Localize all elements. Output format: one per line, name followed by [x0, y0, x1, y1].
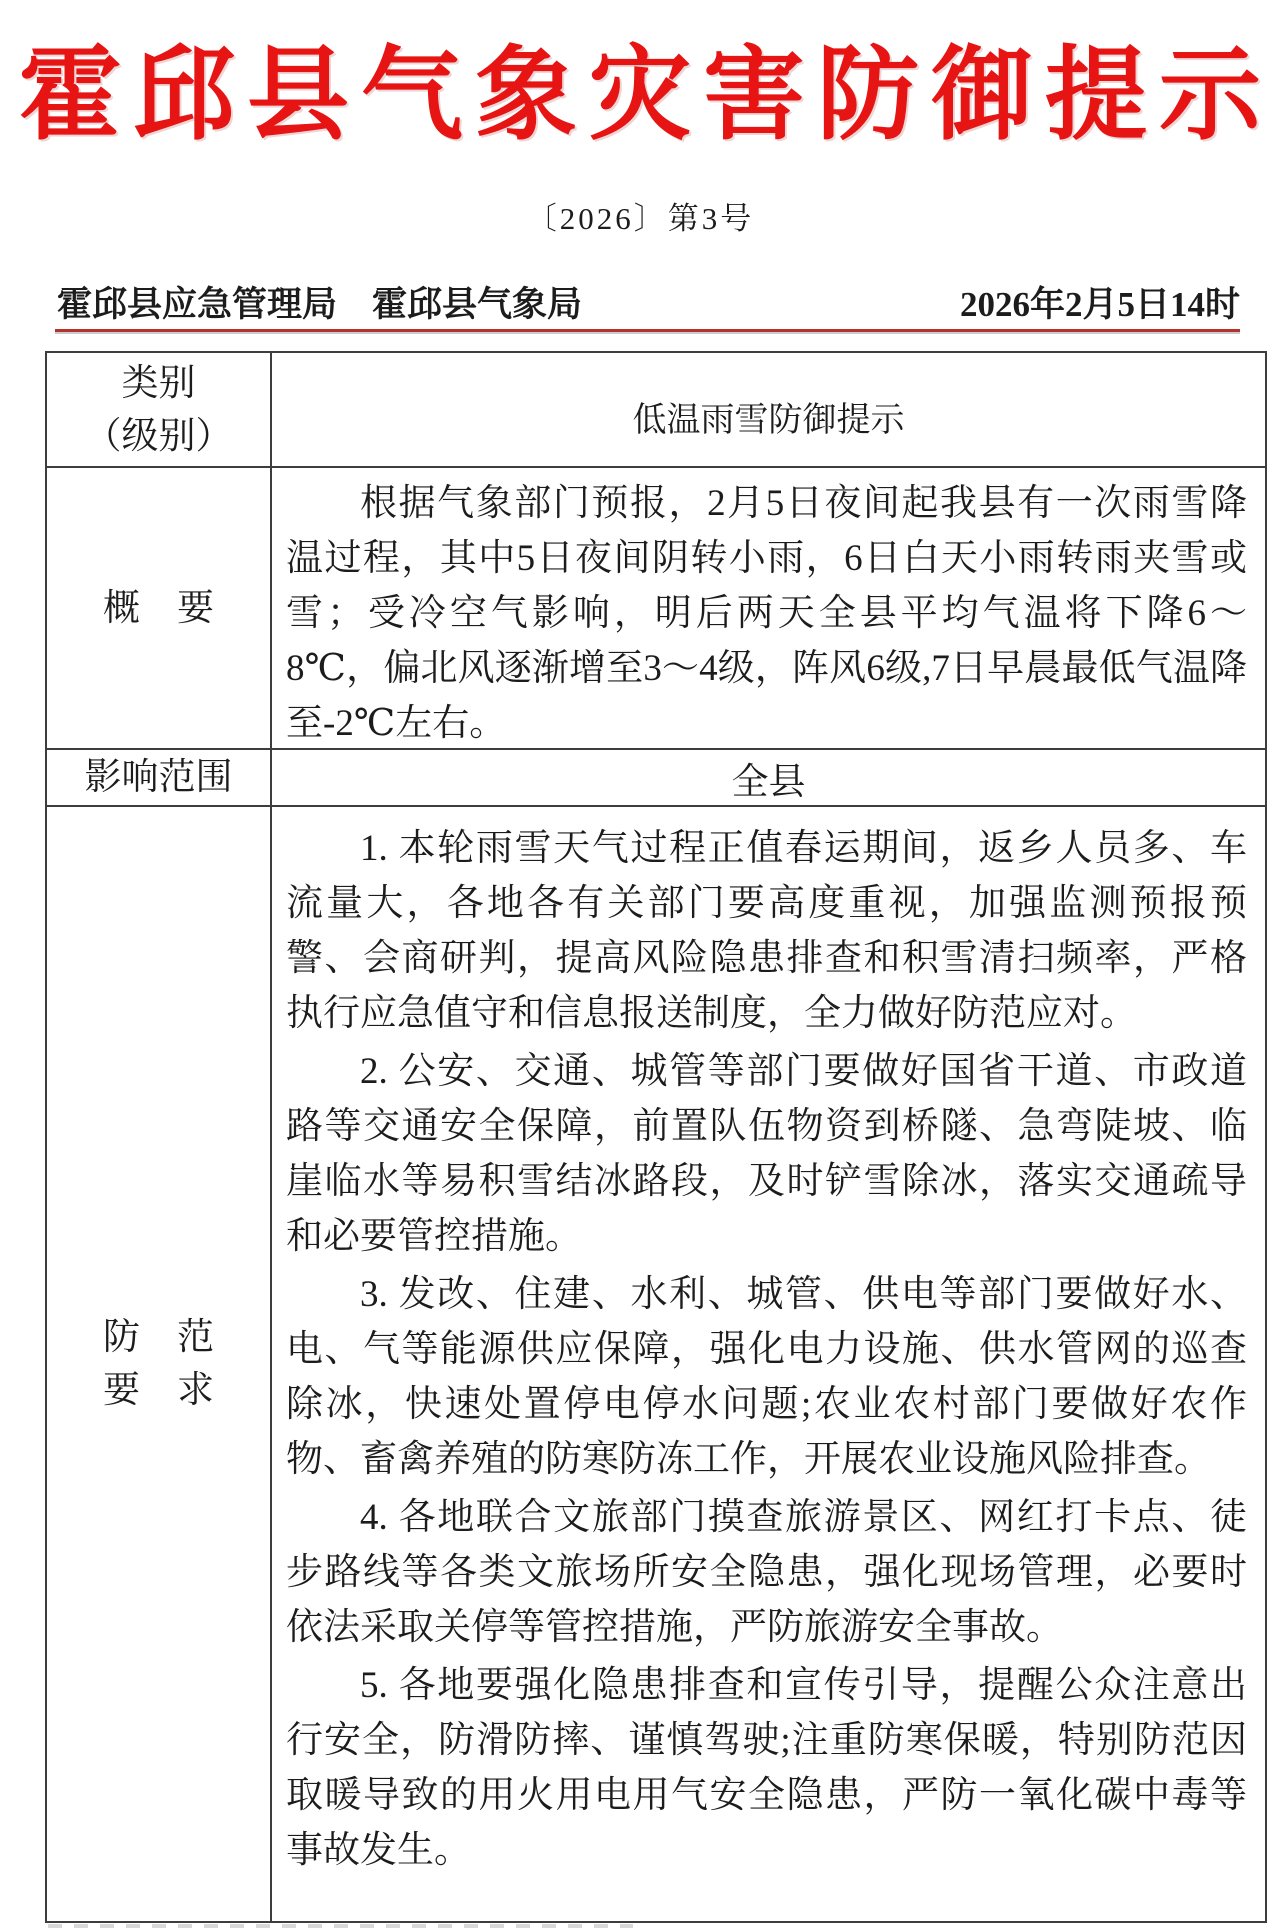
summary-value-cell [272, 468, 1265, 750]
scope-value: 全县 [731, 761, 806, 803]
category-value: 低温雨雪防御提示 [632, 402, 905, 439]
summary-text: 根据气象部门预报，2月5日夜间起我县有一次雨雪降温过程，其中5日夜间阴转小雨，6日白天小雨转雨夹雪或雪；受冷空气影响，明后两天全县平均气温将下降6～8℃，偏北风逐渐增至3～4级，阵风6级,7日早晨最低气温降至-2℃左右。 [286, 483, 1247, 744]
category-label-line1: 类别 [121, 362, 196, 404]
measures-value-cell [272, 807, 1265, 1921]
issuer-agencies: 霍邱县应急管理局 霍邱县气象局 [57, 285, 583, 324]
summary-label-cell [47, 468, 272, 750]
summary-label: 概 要 [103, 587, 214, 629]
scope-label: 影响范围 [84, 757, 233, 798]
page-title: 霍邱县气象灾害防御提示 [19, 40, 1273, 153]
measure-item-5: 5. 各地要强化隐患排查和宣传引导，提醒公众注意出行安全，防滑防摔、谨慎驾驶;注重防寒保暖，特别防范因取暖导致的用火用电用气安全隐患，严防一氧化碳中毒等事故发生。 [286, 1665, 1247, 1871]
category-label-cell [47, 353, 272, 468]
measure-item-2: 2. 公安、交通、城管等部门要做好国省干道、市政道路等交通安全保障，前置队伍物资到桥隧、急弯陡坡、临崖临水等易积雪结冰路段，及时铲雪除冰，落实交通疏导和必要管控措施。 [286, 1051, 1247, 1257]
notice-table [45, 351, 1267, 1923]
header-rule [55, 329, 1240, 332]
page-bottom-scan-artifact [48, 1924, 633, 1928]
scope-value-cell [272, 750, 1265, 807]
issuer-row [57, 282, 1240, 328]
scope-label-cell [47, 750, 272, 807]
measures-label-cell [47, 807, 272, 1921]
measures-label-line2: 要 求 [103, 1370, 214, 1411]
doc-number: 〔2026〕第3号 [525, 201, 755, 236]
issue-datetime: 2026年2月5日14时 [959, 285, 1240, 324]
category-label-line2: （级别） [84, 415, 233, 457]
measure-item-3: 3. 发改、住建、水利、城管、供电等部门要做好水、电、气等能源供应保障，强化电力设施、供水管网的巡查除冰，快速处置停电停水问题;农业农村部门要做好农作物、畜禽养殖的防寒防冻工作，开展农业设施风险排查。 [286, 1274, 1247, 1480]
measure-item-4: 4. 各地联合文旅部门摸查旅游景区、网红打卡点、徒步路线等各类文旅场所安全隐患，强化现场管理，必要时依法采取关停等管控措施，严防旅游安全事故。 [286, 1497, 1247, 1648]
measures-label-line1: 防 范 [103, 1317, 214, 1358]
category-value-cell [272, 353, 1265, 468]
measure-item-1: 1. 本轮雨雪天气过程正值春运期间，返乡人员多、车流量大，各地各有关部门要高度重视，加强监测预报预警、会商研判，提高风险隐患排查和积雪清扫频率，严格执行应急值守和信息报送制度，全力做好防范应对。 [286, 828, 1247, 1034]
